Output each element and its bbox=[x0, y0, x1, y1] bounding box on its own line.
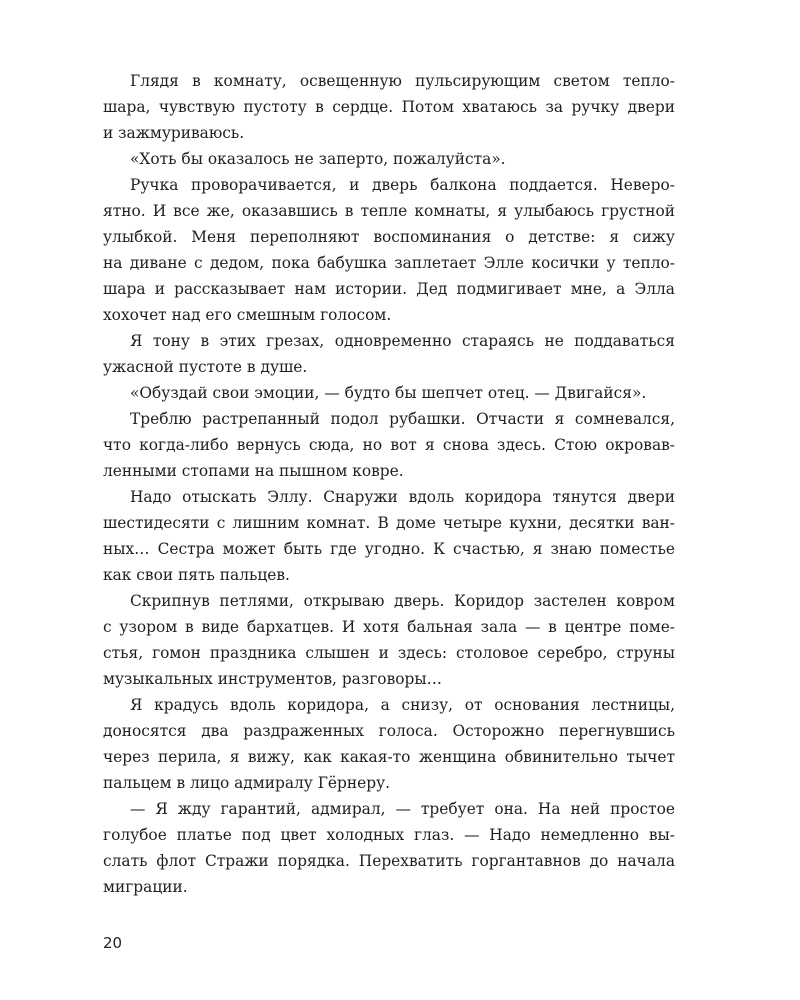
text-line: слать флот Стражи порядка. Перехватить горгантавнов до начала bbox=[103, 852, 675, 870]
paragraph bbox=[103, 484, 675, 588]
body-text bbox=[103, 68, 675, 900]
paragraph bbox=[103, 692, 675, 796]
paragraph bbox=[103, 328, 675, 380]
text-line: как свои пять пальцев. bbox=[103, 566, 290, 584]
text-line: Скрипнув петлями, открываю дверь. Коридор застелен ковром bbox=[130, 592, 675, 610]
text-line: шара, чувствую пустоту в сердце. Потом хватаюсь за ручку двери bbox=[103, 98, 675, 116]
text-line: и зажмуриваюсь. bbox=[103, 124, 245, 142]
text-line: «Хоть бы оказалось не заперто, пожалуйста». bbox=[130, 150, 506, 168]
text-line: через перила, я вижу, как какая-то женщина обвинительно тычет bbox=[103, 748, 675, 766]
text-line: что когда-либо вернусь сюда, но вот я снова здесь. Стою окровав- bbox=[103, 436, 675, 454]
paragraph bbox=[103, 588, 675, 692]
text-line: ленными стопами на пышном ковре. bbox=[103, 462, 404, 480]
text-line: пальцем в лицо адмиралу Гёрнеру. bbox=[103, 774, 391, 792]
text-line: с узором в виде бархатцев. И хотя бальная зала — в центре поме- bbox=[103, 618, 675, 636]
text-line: голубое платье под цвет холодных глаз. — Надо немедленно вы- bbox=[103, 826, 675, 844]
paragraph bbox=[103, 146, 675, 172]
text-line: улыбкой. Меня переполняют воспоминания о детстве: я сижу bbox=[103, 228, 675, 246]
text-line: ятно. И все же, оказавшись в тепле комнаты, я улыбаюсь грустной bbox=[103, 202, 675, 220]
text-line: Надо отыскать Эллу. Снаружи вдоль коридора тянутся двери bbox=[130, 488, 675, 506]
text-line: ужасной пустоте в душе. bbox=[103, 358, 308, 376]
text-line: шестидесяти с лишним комнат. В доме четыре кухни, десятки ван- bbox=[103, 514, 675, 532]
text-line: шара и рассказывает нам истории. Дед подмигивает мне, а Элла bbox=[103, 280, 675, 298]
text-line: миграции. bbox=[103, 878, 188, 896]
paragraph bbox=[103, 796, 675, 900]
text-line: Я тону в этих грезах, одновременно стараясь не поддаваться bbox=[130, 332, 675, 350]
text-line: — Я жду гарантий, адмирал, — требует она. На ней простое bbox=[130, 800, 675, 818]
text-line: Глядя в комнату, освещенную пульсирующим светом тепло- bbox=[130, 72, 675, 90]
paragraph bbox=[103, 68, 675, 146]
text-line: Я крадусь вдоль коридора, а снизу, от основания лестницы, bbox=[130, 696, 675, 714]
paragraph bbox=[103, 172, 675, 328]
text-line: Треблю растрепанный подол рубашки. Отчасти я сомневался, bbox=[130, 410, 675, 428]
text-line: доносятся два раздраженных голоса. Осторожно перегнувшись bbox=[103, 722, 675, 740]
paragraph bbox=[103, 380, 675, 406]
text-line: ных… Сестра может быть где угодно. К счастью, я знаю поместье bbox=[103, 540, 675, 558]
text-line: на диване с дедом, пока бабушка заплетает Элле косички у тепло- bbox=[103, 254, 675, 272]
text-line: «Обуздай свои эмоции, — будто бы шепчет отец. — Двигайся». bbox=[130, 384, 647, 402]
text-line: стья, гомон праздника слышен и здесь: столовое серебро, струны bbox=[103, 644, 675, 662]
text-line: музыкальных инструментов, разговоры… bbox=[103, 670, 442, 688]
text-line: хохочет над его смешным голосом. bbox=[103, 306, 392, 324]
text-line: Ручка проворачивается, и дверь балкона поддается. Неверо- bbox=[130, 176, 675, 194]
page-number: 20 bbox=[103, 934, 123, 952]
paragraph bbox=[103, 406, 675, 484]
